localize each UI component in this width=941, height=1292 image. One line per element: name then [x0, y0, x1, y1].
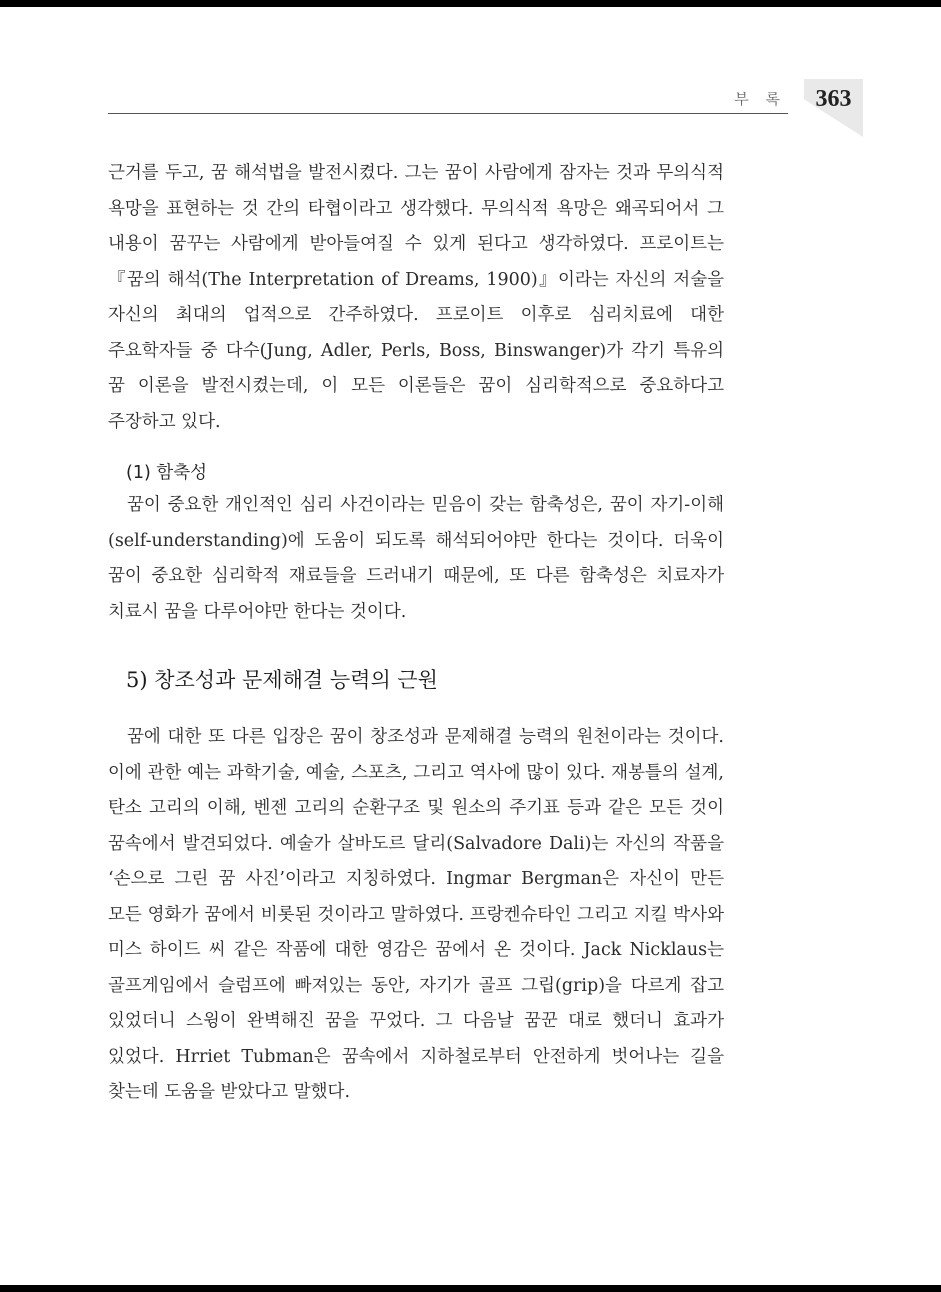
page-number: 363 [815, 86, 852, 112]
section-paragraph: 꿈에 대한 또 다른 입장은 꿈이 창조성과 문제해결 능력의 원천이라는 것이다. 이에 관한 예는 과학기술, 예술, 스포츠, 그리고 역사에 많이 있다. 재봉틀의 설계, 탄소 고리의 이해, 벤젠 고리의 순환구조 및 원소의 주기표 등과 같은 모든 것이 꿈속에서 발견되었다. 예술가 살바도르 달리(Salvadore Dali)는 자신의 작품을 ‘손으로 그린 꿈 사진’이라고 지칭하였다. Ingmar Bergman은 자신이 만든 모든 영화가 꿈에서 비롯된 것이라고 말하였다. 프랑켄슈타인 그리고 지킬 박사와 미스 하이드 씨 같은 작품에 대한 영감은 꿈에서 온 것이다. Jack Nicklaus는 골프게임에서 슬럼프에 빠져있는 동안, 자기가 골프 그립(grip)을 다르게 잡고 있었더니 스윙이 완벽해진 꿈을 꾸었다. 그 다음날 꿈꾼 대로 했더니 효과가 있었다. Hrriet Tubman은 꿈속에서 지하철로부터 안전하게 벗어나는 길을 찾는데 도움을 받았다고 말했다. [108, 727, 724, 1102]
page-body [108, 156, 724, 1111]
top-border-bar [0, 0, 941, 7]
running-header: 부 록 [734, 90, 786, 108]
subsection-paragraph: 꿈이 중요한 개인적인 심리 사건이라는 믿음이 갖는 함축성은, 꿈이 자기-이해(self-understanding)에 도움이 되도록 해석되어야만 한다는 것이다. 더욱이 꿈이 중요한 심리학적 재료들을 드러내기 때문에, 또 다른 함축성은 치료자가 치료시 꿈을 다루어야만 한다는 것이다. [108, 495, 724, 622]
subsection-heading: (1) 함축성 [126, 463, 208, 483]
bottom-border-bar [0, 1285, 941, 1292]
intro-paragraph: 근거를 두고, 꿈 해석법을 발전시켰다. 그는 꿈이 사람에게 잠자는 것과 무의식적 욕망을 표현하는 것 간의 타협이라고 생각했다. 무의식적 욕망은 왜곡되어서 그 내용이 꿈꾸는 사람에게 받아들여질 수 있게 된다고 생각하였다. 프로이트는『꿈의 해석(The Interpretation of Dreams, 1900)』이라는 자신의 저술을 자신의 최대의 업적으로 간주하였다. 프로이트 이후로 심리치료에 대한 주요학자들 중 다수(Jung, Adler, Perls, Boss, Binswanger)가 각기 특유의 꿈 이론을 발전시켰는데, 이 모든 이론들은 꿈이 심리학적으로 중요하다고 주장하고 있다. [108, 163, 724, 432]
header-rule [108, 113, 788, 114]
section-heading: 5) 창조성과 문제해결 능력의 근원 [126, 668, 438, 692]
